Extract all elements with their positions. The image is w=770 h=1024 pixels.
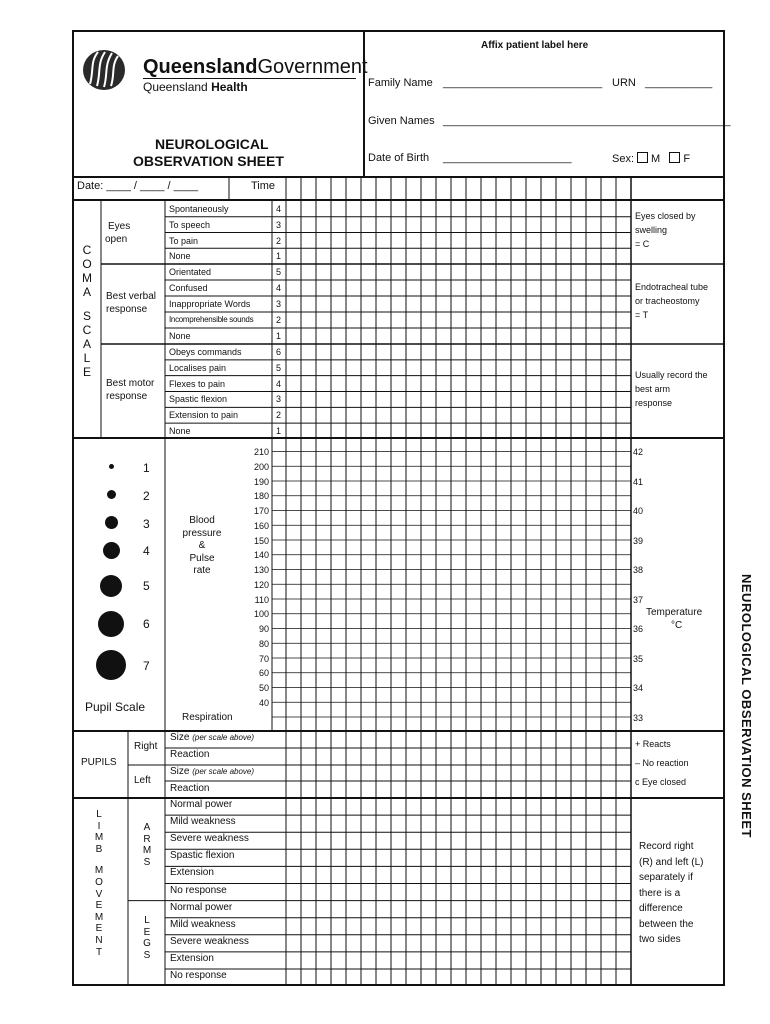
vertical-letter: M [94, 911, 104, 923]
coma-verbal-item-score: 4 [276, 283, 282, 293]
side-title-text: NEUROLOGICAL OBSERVATION SHEET [739, 574, 754, 838]
coma-motor-item-score: 6 [276, 347, 282, 357]
coma-eyes-item-score: 3 [276, 219, 282, 230]
coma-motor-item-score: 4 [276, 378, 282, 389]
right-size-label [170, 733, 254, 743]
coma-eyes-item-label: To speech [169, 219, 211, 230]
coma-motor-item-score: 3 [276, 394, 282, 405]
vertical-letter: L [144, 915, 150, 926]
respiration-label: Respiration [182, 712, 233, 723]
limb-note [639, 839, 703, 948]
verbal-label-2: response [106, 304, 148, 315]
pupil-legend-no-reaction: – No reaction [635, 758, 689, 768]
temp-scale-tick: 34 [633, 683, 644, 693]
bp-scale-tick: 160 [253, 520, 269, 531]
eyes-label-2: open [105, 234, 128, 245]
bp-scale-tick: 150 [253, 535, 269, 546]
temperature-label: Temperature [646, 607, 703, 618]
logo-rule [143, 78, 356, 79]
coma-letter: L [83, 351, 91, 365]
temp-scale-tick: 36 [633, 624, 644, 634]
date-field[interactable]: Date: ____ / ____ / ____ [77, 180, 199, 192]
pupil-number: 6 [143, 617, 150, 631]
leg-response-label: Normal power [170, 901, 233, 913]
coma-letter: A [82, 285, 91, 299]
motor-note-3: response [635, 398, 673, 408]
right-reaction-label: Reaction [170, 749, 210, 760]
limb-note-line: there is a [639, 887, 681, 899]
bp-scale-tick: 60 [258, 668, 269, 679]
pupil-number: 7 [143, 659, 150, 673]
coma-letter: A [82, 337, 91, 351]
bp-scale-tick: 110 [254, 594, 269, 605]
queensland-logo-icon [80, 44, 136, 92]
bp-label-line: Pulse [189, 552, 215, 564]
coma-motor-item-score: 2 [276, 410, 282, 421]
title-line1: NEUROLOGICAL [155, 136, 269, 152]
coma-verbal-item-score: 1 [276, 331, 282, 341]
arm-response-label: Severe weakness [170, 833, 249, 845]
vertical-letter: E [95, 923, 103, 935]
vertical-letter: L [96, 809, 102, 820]
logo-name2: Government [257, 56, 368, 78]
urn-label: URN [612, 77, 636, 89]
coma-verbal-item-label: None [169, 331, 191, 341]
coma-eyes-item-score: 2 [276, 235, 282, 246]
arm-response-label: Normal power [170, 799, 233, 810]
motor-note-1: Usually record the [635, 370, 708, 380]
vertical-letter: E [95, 900, 103, 912]
coma-motor-item-score: 5 [276, 362, 282, 373]
coma-verbal-item-score: 5 [276, 267, 282, 277]
vertical-letter: O [95, 876, 103, 888]
coma-letter: M [82, 271, 92, 285]
limb-note-line: between the [639, 918, 694, 930]
size-note: (per scale above) [192, 767, 255, 776]
coma-letter: S [82, 309, 91, 323]
logo-dept-2: Health [211, 80, 248, 94]
coma-verbal-item-label: Confused [169, 283, 208, 293]
bp-scale-tick: 80 [258, 638, 269, 649]
coma-motor-item-label: Localises pain [169, 362, 227, 373]
sex-m-checkbox[interactable] [637, 152, 648, 163]
coma-letter: O [82, 257, 92, 271]
arm-response-label: Spastic flexion [170, 850, 235, 862]
logo-wordmark [143, 57, 368, 77]
coma-eyes-item-score: 1 [276, 251, 282, 262]
motor-label-2: response [106, 391, 148, 402]
eyes-note-3: = C [635, 239, 650, 249]
coma-letter: C [82, 243, 92, 257]
dob-label: Date of Birth [368, 152, 430, 164]
coma-verbal-item-label: Incomprehensible sounds [169, 315, 254, 324]
leg-response-label: No response [170, 970, 227, 981]
pupil-size-3-icon [105, 516, 118, 529]
left-size-label [170, 767, 254, 777]
temperature-unit: °C [671, 620, 683, 631]
urn-field[interactable]: ___________ [645, 77, 713, 89]
bp-label-line: Blood [189, 515, 215, 526]
time-label: Time [251, 180, 276, 192]
motor-note-2: best arm [635, 384, 671, 394]
coma-eyes-item-label: To pain [169, 235, 199, 246]
coma-letter: E [82, 365, 91, 379]
pupil-number: 3 [143, 517, 150, 531]
vertical-letter: S [143, 856, 151, 868]
eyes-label-1: Eyes [108, 221, 131, 232]
coma-eyes-item-label: Spontaneously [169, 204, 229, 214]
coma-motor-item-label: None [169, 426, 191, 437]
motor-label-1: Best motor [106, 378, 155, 389]
vertical-letter: I [97, 820, 101, 832]
limb-movement-label [92, 809, 106, 958]
eyes-note-1: Eyes closed by [635, 211, 696, 221]
bp-scale-tick: 90 [258, 624, 269, 634]
pupil-scale-label: Pupil Scale [85, 700, 146, 714]
sex-m-label: M [651, 153, 661, 165]
header-divider [363, 31, 365, 177]
vertical-letter: M [142, 845, 152, 856]
temp-scale-tick: 38 [633, 565, 644, 575]
sex-f-checkbox[interactable] [669, 152, 680, 163]
bp-scale-tick: 50 [258, 683, 269, 693]
affix-label: Affix patient label here [481, 40, 589, 51]
left-reaction-label: Reaction [170, 783, 210, 794]
given-names-field[interactable]: _______________________________________________ [443, 115, 731, 127]
leg-response-label: Extension [170, 952, 214, 964]
vertical-letter: M [94, 865, 104, 877]
limb-note-line: Record right [639, 841, 694, 852]
coma-motor-item-label: Extension to pain [169, 410, 239, 421]
pupil-number: 1 [143, 461, 150, 475]
sex-f-label: F [683, 153, 691, 165]
dob-field[interactable]: _____________________ [443, 152, 572, 164]
coma-verbal-item-label: Inappropriate Words [169, 299, 251, 309]
size-text: Size [170, 732, 190, 743]
temp-scale-tick: 40 [633, 506, 644, 516]
coma-motor-item-label: Obeys commands [169, 347, 242, 357]
vertical-letter: B [95, 843, 103, 855]
vertical-letter: G [143, 938, 151, 949]
coma-letter: C [82, 323, 92, 337]
bp-scale-tick: 210 [253, 447, 269, 457]
bp-label-line: & [198, 540, 206, 551]
bp-label-line: rate [193, 565, 211, 576]
vertical-letter [92, 855, 106, 865]
bp-pulse-label [168, 515, 236, 578]
pupil-legend-reacts: + Reacts [635, 739, 671, 749]
coma-motor-item-score: 1 [276, 426, 282, 437]
logo-name: Queensland [143, 56, 258, 78]
vertical-letter: V [95, 888, 103, 900]
temp-scale-tick: 41 [633, 476, 644, 487]
logo-dept-1: Queensland [143, 80, 208, 94]
bp-scale-tick: 200 [253, 461, 269, 472]
legs-label [140, 915, 154, 961]
coma-motor-item-label: Spastic flexion [169, 394, 228, 405]
temp-scale-tick: 35 [633, 653, 644, 664]
pupil-size-5-icon [100, 575, 122, 597]
pupil-size-2-icon [107, 490, 116, 499]
family-name-label: Family Name [368, 77, 433, 89]
bp-scale-tick: 100 [253, 609, 269, 620]
coma-verbal-item-score: 2 [276, 315, 282, 325]
sex-label: Sex: [612, 153, 635, 165]
vertical-letter: E [143, 926, 151, 938]
bp-scale-tick: 190 [253, 476, 269, 487]
limb-note-line: two sides [639, 934, 681, 945]
bp-label-line: pressure [182, 527, 222, 539]
pupil-number: 4 [143, 544, 150, 558]
vertical-letter: N [95, 934, 103, 946]
bp-scale-tick: 70 [258, 653, 269, 664]
arm-response-label: Mild weakness [170, 816, 236, 828]
pupil-number: 5 [143, 579, 150, 593]
bp-scale-tick: 130 [253, 565, 269, 575]
coma-scale-label [80, 243, 94, 379]
eyes-note-2: swelling [635, 225, 668, 235]
coma-letter [80, 299, 94, 309]
limb-note-line: difference [639, 903, 683, 914]
side-title [730, 574, 760, 874]
arm-response-label: No response [170, 884, 227, 896]
family-name-field[interactable]: __________________________ [443, 77, 603, 89]
leg-response-label: Severe weakness [170, 935, 249, 947]
coma-motor-item-label: Flexes to pain [169, 378, 226, 389]
coma-verbal-item-label: Orientated [169, 267, 212, 277]
arm-response-label: Extension [170, 867, 214, 879]
pupil-size-7-icon [96, 650, 126, 680]
bp-scale-tick: 180 [253, 491, 269, 502]
verbal-label-1: Best verbal [106, 291, 157, 302]
pupil-size-1-icon [109, 464, 114, 469]
verbal-note-3: = T [635, 310, 649, 320]
bp-scale-tick: 140 [253, 550, 269, 561]
vertical-letter: T [95, 946, 103, 958]
bp-scale-tick: 40 [258, 697, 269, 708]
verbal-note-2: or tracheostomy [635, 296, 700, 306]
pupils-label: PUPILS [81, 757, 117, 768]
pupils-right-label: Right [134, 741, 158, 752]
verbal-note-1: Endotracheal tube [635, 282, 709, 292]
pupils-left-label: Left [134, 775, 151, 786]
pupil-size-6-icon [98, 611, 124, 637]
coma-verbal-item-score: 3 [276, 299, 282, 309]
arms-label [140, 822, 154, 868]
leg-response-label: Mild weakness [170, 918, 236, 930]
logo-dept [143, 81, 248, 93]
temp-scale-tick: 42 [633, 447, 644, 457]
vertical-letter: S [143, 949, 151, 961]
given-names-label: Given Names [368, 115, 435, 127]
bp-scale-tick: 170 [253, 506, 269, 516]
vertical-letter: R [143, 833, 151, 845]
pupil-size-4-icon [103, 542, 120, 559]
vertical-letter: M [94, 832, 104, 844]
temp-scale-tick: 33 [633, 712, 644, 723]
temp-scale-tick: 39 [633, 535, 644, 546]
limb-note-line: (R) and left (L) [639, 856, 704, 868]
sex-group [612, 152, 690, 165]
size-note: (per scale above) [192, 733, 255, 742]
coma-eyes-item-label: None [169, 251, 191, 262]
title-line2: OBSERVATION SHEET [133, 153, 284, 169]
pupil-legend-closed: c Eye closed [635, 777, 687, 787]
vertical-letter: A [143, 822, 151, 833]
size-text: Size [170, 766, 190, 777]
bp-scale-tick: 120 [253, 579, 269, 590]
coma-eyes-item-score: 4 [276, 204, 282, 214]
temp-scale-tick: 37 [633, 594, 644, 605]
limb-note-line: separately if [639, 872, 693, 883]
pupil-number: 2 [143, 489, 150, 503]
